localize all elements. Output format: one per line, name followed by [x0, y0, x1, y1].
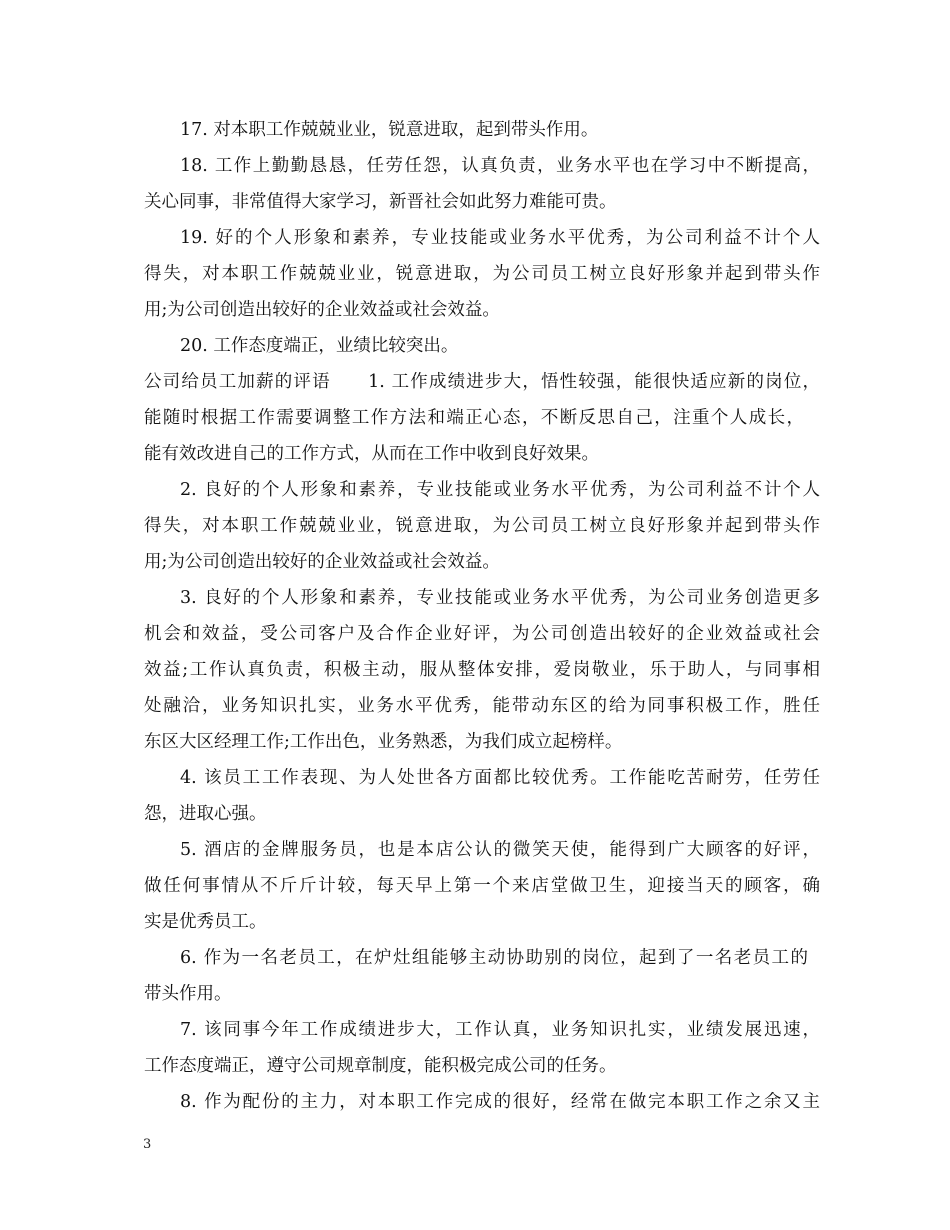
text-line: 2. 良好的个人形象和素养，专业技能或业务水平优秀，为公司利益不计个人	[180, 480, 820, 500]
text-line: 5. 酒店的金牌服务员，也是本店公认的微笑天使，能得到广大顾客的好评，	[180, 840, 820, 860]
text-line: 工作态度端正，遵守公司规章制度，能积极完成公司的任务。	[144, 1056, 617, 1076]
text-line: 3. 良好的个人形象和素养，专业技能或业务水平优秀，为公司业务创造更多	[180, 588, 820, 608]
text-line: 18. 工作上勤勤恳恳，任劳任怨，认真负责，业务水平也在学习中不断提高，	[180, 156, 820, 176]
text-line: 8. 作为配份的主力，对本职工作完成的很好，经常在做完本职工作之余又主	[180, 1092, 820, 1112]
text-line: 6. 作为一名老员工，在炉灶组能够主动协助别的岗位，起到了一名老员工的	[180, 948, 808, 968]
text-line: 做任何事情从不斤斤计较，每天早上第一个来店堂做卫生，迎接当天的顾客，确	[144, 876, 820, 896]
page-number: 3	[143, 1137, 152, 1152]
text-line: 东区大区经理工作;工作出色，业务熟悉，为我们成立起榜样。	[144, 732, 623, 752]
text-line: 机会和效益，受公司客户及合作企业好评，为公司创造出较好的企业效益或社会	[144, 624, 820, 644]
text-line: 公司给员工加薪的评语 1. 工作成绩进步大，悟性较强，能很快适应新的岗位，	[144, 372, 820, 392]
text-line: 4. 该员工工作表现、为人处世各方面都比较优秀。工作能吃苦耐劳，任劳任	[180, 768, 820, 788]
text-line: 处融洽，业务知识扎实，业务水平优秀，能带动东区的给为同事积极工作，胜任	[144, 696, 820, 716]
text-line: 用;为公司创造出较好的企业效益或社会效益。	[144, 552, 500, 572]
text-line: 得失，对本职工作兢兢业业，锐意进取，为公司员工树立良好形象并起到带头作	[144, 516, 820, 536]
text-line: 怨，进取心强。	[144, 804, 267, 824]
text-line: 能有效改进自己的工作方式，从而在工作中收到良好效果。	[144, 444, 599, 464]
text-line: 实是优秀员工。	[144, 912, 267, 932]
text-line: 效益;工作认真负责，积极主动，服从整体安排，爱岗敬业，乐于助人，与同事相	[144, 660, 820, 680]
text-line: 用;为公司创造出较好的企业效益或社会效益。	[144, 300, 500, 320]
text-line: 关心同事，非常值得大家学习，新晋社会如此努力难能可贵。	[144, 192, 617, 212]
text-line: 能随时根据工作需要调整工作方法和端正心态，不断反思自己，注重个人成长，	[144, 408, 804, 428]
text-line: 带头作用。	[144, 984, 232, 1004]
text-line: 7. 该同事今年工作成绩进步大，工作认真，业务知识扎实，业绩发展迅速，	[180, 1020, 820, 1040]
text-line: 19. 好的个人形象和素养，专业技能或业务水平优秀，为公司利益不计个人	[180, 228, 820, 248]
text-line: 得失，对本职工作兢兢业业，锐意进取，为公司员工树立良好形象并起到带头作	[144, 264, 820, 284]
text-line: 17. 对本职工作兢兢业业，锐意进取，起到带头作用。	[180, 120, 599, 140]
text-line: 20. 工作态度端正，业绩比较突出。	[180, 336, 459, 356]
